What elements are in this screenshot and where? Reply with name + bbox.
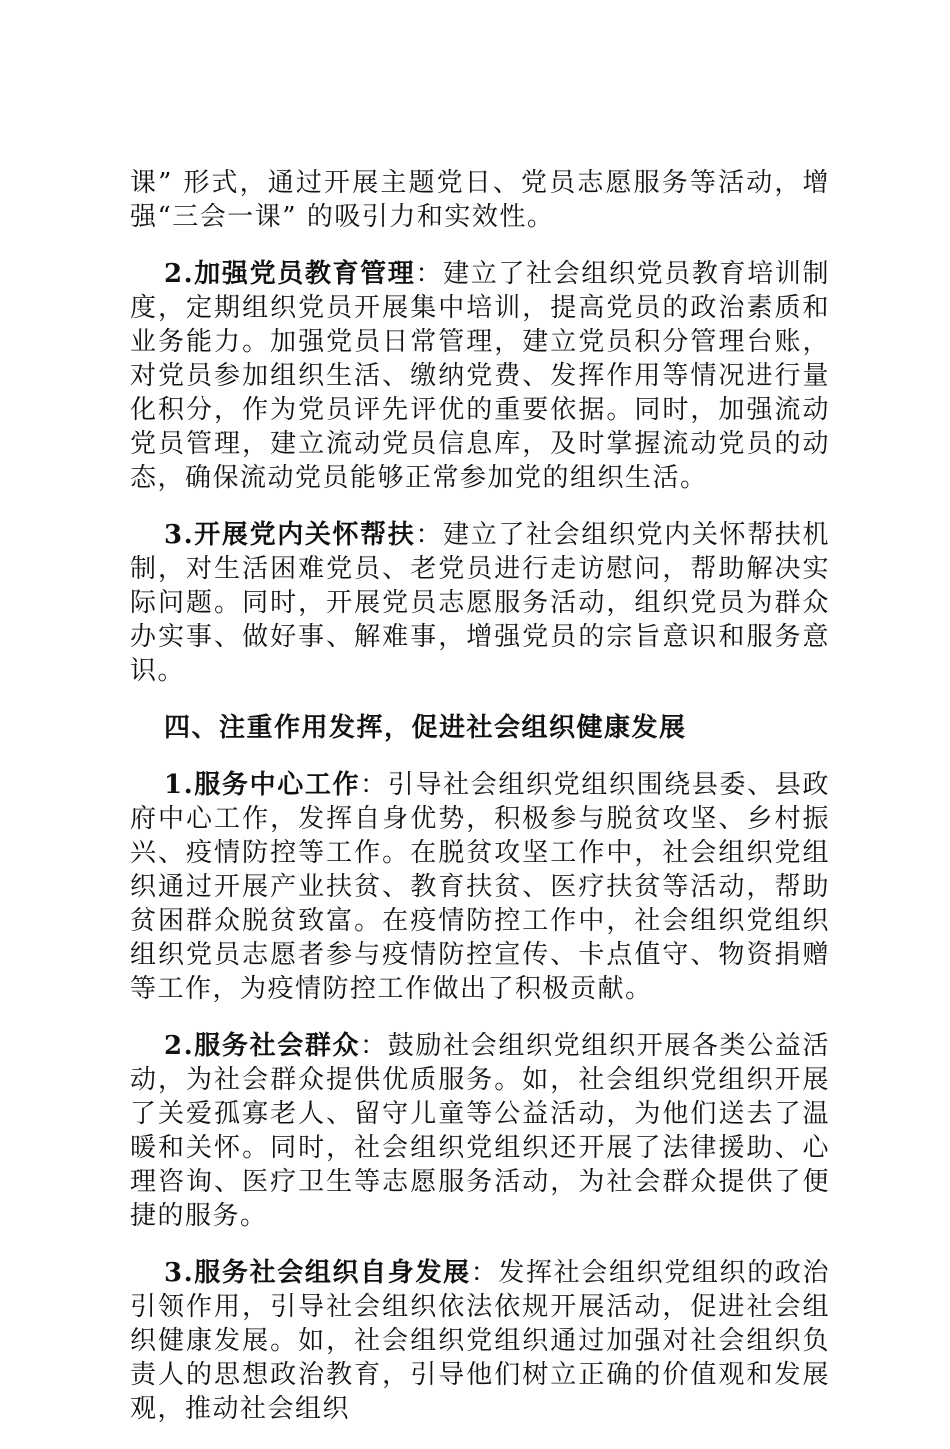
paragraph-lead: 1.服务中心工作 (164, 770, 361, 800)
paragraph-serve-self-development (130, 1256, 830, 1426)
paragraph-lead: 3.服务社会组织自身发展 (164, 1258, 471, 1288)
paragraph-serve-public (130, 1029, 830, 1233)
paragraph-body: ：建立了社会组织党员教育培训制度，定期组织党员开展集中培训，提高党员的政治素质和业务能力。加强党员日常管理，建立党员积分管理台账，对党员参加组织生活、缴纳党费、发挥作用等情况进行量化积分，作为党员评先评优的重要依据。同时，加强流动党员管理，建立流动党员信息库，及时掌握流动党员的动态，确保流动党员能够正常参加党的组织生活。 (130, 259, 830, 493)
paragraph-party-member-education (130, 257, 830, 495)
paragraph-body: ：建立了社会组织党内关怀帮扶机制，对生活困难党员、老党员进行走访慰问，帮助解决实际问题。同时，开展党员志愿服务活动，组织党员为群众办实事、做好事、解难事，增强党员的宗旨意识和服务意识。 (130, 520, 830, 686)
paragraph-body: ：鼓励社会组织党组织开展各类公益活动，为社会群众提供优质服务。如，社会组织党组织开展了关爱孤寡老人、留守儿童等公益活动，为他们送去了温暖和关怀。同时，社会组织党组织还开展了法律援助、心理咨询、医疗卫生等志愿服务活动，为社会群众提供了便捷的服务。 (130, 1031, 830, 1231)
document-page (130, 166, 830, 1449)
paragraph-care-assistance (130, 518, 830, 688)
paragraph-lead: 2.加强党员教育管理 (164, 259, 416, 289)
section-heading: 四、注重作用发挥，促进社会组织健康发展 (164, 713, 687, 743)
continuation-paragraph: 课” 形式，通过开展主题党日、党员志愿服务等活动，增强“三会一课” 的吸引力和实效性。 (130, 168, 830, 232)
paragraph-lead: 2.服务社会群众 (164, 1031, 361, 1061)
paragraph-serve-central-work (130, 768, 830, 1006)
paragraph-body: ：引导社会组织党组织围绕县委、县政府中心工作，发挥自身优势，积极参与脱贫攻坚、乡村振兴、疫情防控等工作。在脱贫攻坚工作中，社会组织党组织通过开展产业扶贫、教育扶贫、医疗扶贫等活动，帮助贫困群众脱贫致富。在疫情防控工作中，社会组织党组织组织党员志愿者参与疫情防控宣传、卡点值守、物资捐赠等工作，为疫情防控工作做出了积极贡献。 (130, 770, 830, 1004)
paragraph-body: ：发挥社会组织党组织的政治引领作用，引导社会组织依法依规开展活动，促进社会组织健康发展。如，社会组织党组织通过加强对社会组织负责人的思想政治教育，引导他们树立正确的价值观和发展观，推动社会组织 (130, 1258, 830, 1424)
paragraph-lead: 3.开展党内关怀帮扶 (164, 520, 416, 550)
